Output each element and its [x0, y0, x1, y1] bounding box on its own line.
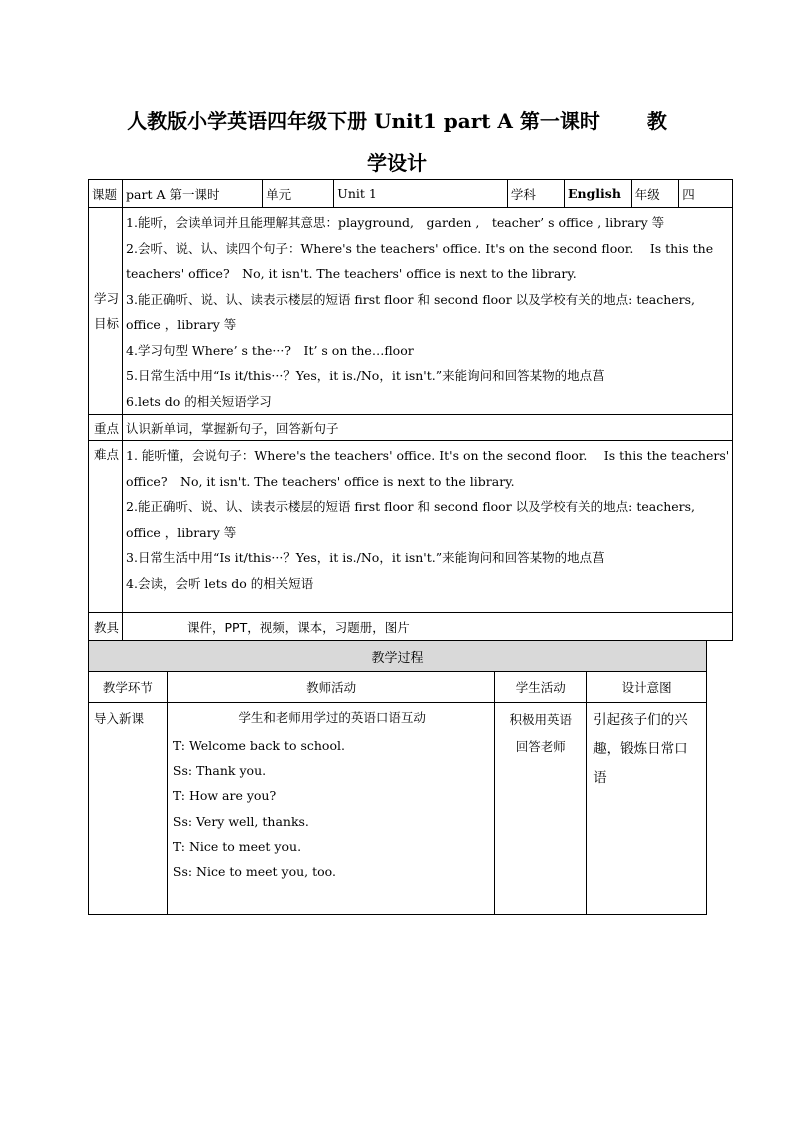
- aids-row: [89, 613, 733, 641]
- objectives-label: [89, 208, 123, 415]
- grade-value: 四: [679, 180, 733, 208]
- objective-line: teachers' office? No, it isn't. The teachers' office is next to the library.: [126, 266, 577, 281]
- dialogue-line: Ss: Thank you.: [172, 763, 267, 779]
- title-line-1: 人教版小学英语四年级下册 Unit1 part A 第一课时 教: [127, 109, 667, 133]
- grade-label: 年级: [631, 180, 678, 208]
- difficulties-row: [89, 441, 733, 613]
- objective-line: 5.日常生活中用“Is it/this···？Yes，it is./No，it isn't.”来能询问和回答某物的地点菖: [126, 368, 605, 383]
- dialogue-line: T: Nice to meet you.: [172, 838, 302, 854]
- key-points-value: 认识新单词，掌握新句子，回答新句子: [123, 415, 733, 441]
- purpose-line: 引起孩子们的兴: [593, 712, 688, 728]
- purpose-line: 语: [593, 770, 607, 786]
- objective-line: 1.能听，会读单词并且能理解其意思：playground, garden , teacher’ s office , library 等: [126, 215, 665, 230]
- column-stage: 教学环节: [89, 672, 168, 703]
- process-header: 教学过程: [89, 641, 707, 672]
- objective-line: 3.能正确听、说、认、读表示楼层的短语 first floor 和 second floor 以及学校有关的地点: teachers,: [126, 291, 696, 307]
- topic-label: 课题: [89, 180, 123, 208]
- objectives-row: [89, 208, 733, 415]
- purpose-line: 趣，锻炼日常口: [593, 741, 688, 757]
- objective-line: 2.会听、说、认、读四个句子：Where's the teachers' office. It's on the second floor. Is this the: [126, 240, 714, 256]
- info-row: [89, 180, 733, 208]
- objectives-content: [123, 208, 733, 415]
- aids-value: 课件，PPT，视频，课本，习题册，图片: [123, 613, 733, 641]
- process-header-row: [89, 641, 707, 672]
- difficulties-content: [123, 441, 733, 613]
- student-line: 积极用英语: [509, 712, 572, 727]
- title-line-2: 学设计: [367, 151, 427, 175]
- difficulty-line: 1. 能听懂，会说句子：Where's the teachers' office. It's on the second floor. Is this the teachers': [126, 448, 730, 463]
- aids-label: 教具: [89, 613, 123, 641]
- column-teacher-activity: 教师活动: [167, 672, 494, 703]
- stage-cell: 导入新课: [89, 703, 168, 915]
- teaching-process-table: [88, 640, 707, 915]
- column-design-purpose: 设计意图: [587, 672, 707, 703]
- dialogue-line: Ss: Very well, thanks.: [172, 813, 309, 829]
- unit-value: Unit 1: [334, 180, 508, 208]
- teacher-activity-cell: [167, 703, 494, 915]
- student-activity-cell: [495, 703, 587, 915]
- key-points-label: 重点: [89, 415, 123, 441]
- student-line: 回答老师: [515, 739, 566, 754]
- subject-label: 学科: [507, 180, 564, 208]
- teacher-intro: 学生和老师用学过的英语口语互动: [238, 710, 426, 725]
- difficulty-line: 3.日常生活中用“Is it/this···？Yes，it is./No，it isn't.”来能询问和回答某物的地点菖: [126, 550, 605, 565]
- table-row: [89, 703, 707, 915]
- topic-value: part A 第一课时: [123, 180, 263, 208]
- difficulties-label: 难点: [89, 441, 123, 613]
- document-title: [0, 100, 794, 184]
- unit-label: 单元: [263, 180, 334, 208]
- objectives-label-line-2: 目标: [94, 316, 120, 331]
- difficulty-line: office ，library 等: [126, 524, 237, 540]
- subject-value: English: [564, 180, 631, 208]
- design-purpose-cell: [587, 703, 707, 915]
- key-points-row: [89, 415, 733, 441]
- objective-line: 4.学习句型 Where’ s the···? It’ s on the…floor: [126, 342, 414, 358]
- process-columns-row: [89, 672, 707, 703]
- objective-line: 6.lets do 的相关短语学习: [126, 393, 272, 409]
- dialogue-line: T: How are you?: [172, 788, 277, 804]
- objective-line: office ，library 等: [126, 317, 237, 332]
- column-student-activity: 学生活动: [495, 672, 587, 703]
- difficulty-line: 4.会读，会听 lets do 的相关短语: [126, 575, 314, 591]
- dialogue-line: Ss: Nice to meet you, too.: [172, 864, 336, 880]
- difficulty-line: office? No, it isn't. The teachers' office is next to the library.: [126, 473, 515, 489]
- lesson-info-table: [88, 179, 733, 641]
- difficulty-line: 2.能正确听、说、认、读表示楼层的短语 first floor 和 second floor 以及学校有关的地点: teachers,: [126, 499, 696, 514]
- objectives-label-line-1: 学习: [94, 290, 120, 306]
- dialogue-line: T: Welcome back to school.: [172, 738, 345, 753]
